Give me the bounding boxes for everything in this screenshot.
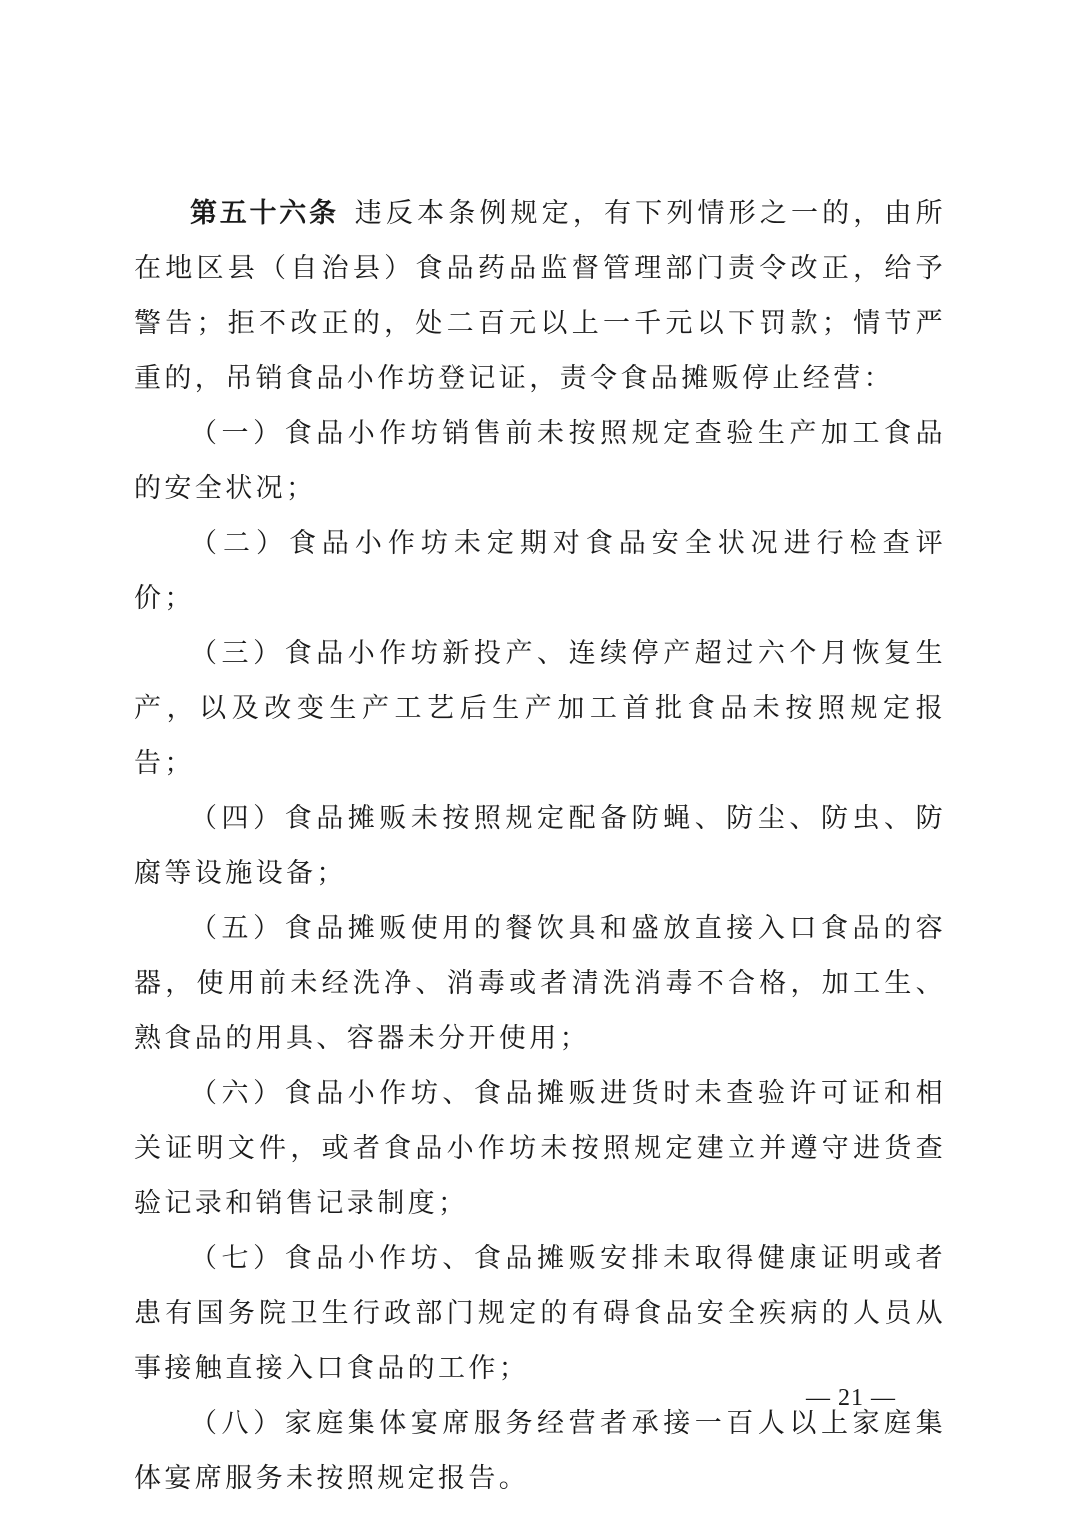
page-number: — 21 — (806, 1385, 896, 1411)
article-item-2: （二）食品小作坊未定期对食品安全状况进行检查评价； (134, 528, 946, 614)
article-item-1: （一）食品小作坊销售前未按照规定查验生产加工食品的安全状况； (134, 418, 946, 504)
article-item-6: （六）食品小作坊、食品摊贩进货时未查验许可证和相关证明文件，或者食品小作坊未按照规定建立并遵守进货查验记录和销售记录制度； (134, 1078, 946, 1219)
article-item-3: （三）食品小作坊新投产、连续停产超过六个月恢复生产，以及改变生产工艺后生产加工首批食品未按照规定报告； (134, 638, 946, 779)
article-item-4: （四）食品摊贩未按照规定配备防蝇、防尘、防虫、防腐等设施设备； (134, 803, 946, 889)
article-item-7: （七）食品小作坊、食品摊贩安排未取得健康证明或者患有国务院卫生行政部门规定的有碍食品安全疾病的人员从事接触直接入口食品的工作； (134, 1243, 946, 1384)
article-paragraph (134, 186, 946, 406)
article-item-5: （五）食品摊贩使用的餐饮具和盛放直接入口食品的容器，使用前未经洗净、消毒或者清洗消毒不合格，加工生、熟食品的用具、容器未分开使用； (134, 913, 946, 1054)
article-item-8: （八）家庭集体宴席服务经营者承接一百人以上家庭集体宴席服务未按照规定报告。 (134, 1408, 946, 1494)
article-body (134, 186, 946, 1506)
article-intro: 违反本条例规定，有下列情形之一的，由所在地区县（自治县）食品药品监督管理部门责令改正，给予警告；拒不改正的，处二百元以上一千元以下罚款；情节严重的，吊销食品小作坊登记证，责令食品摊贩停止经营： (134, 198, 946, 394)
article-heading: 第五十六条 (190, 198, 339, 229)
